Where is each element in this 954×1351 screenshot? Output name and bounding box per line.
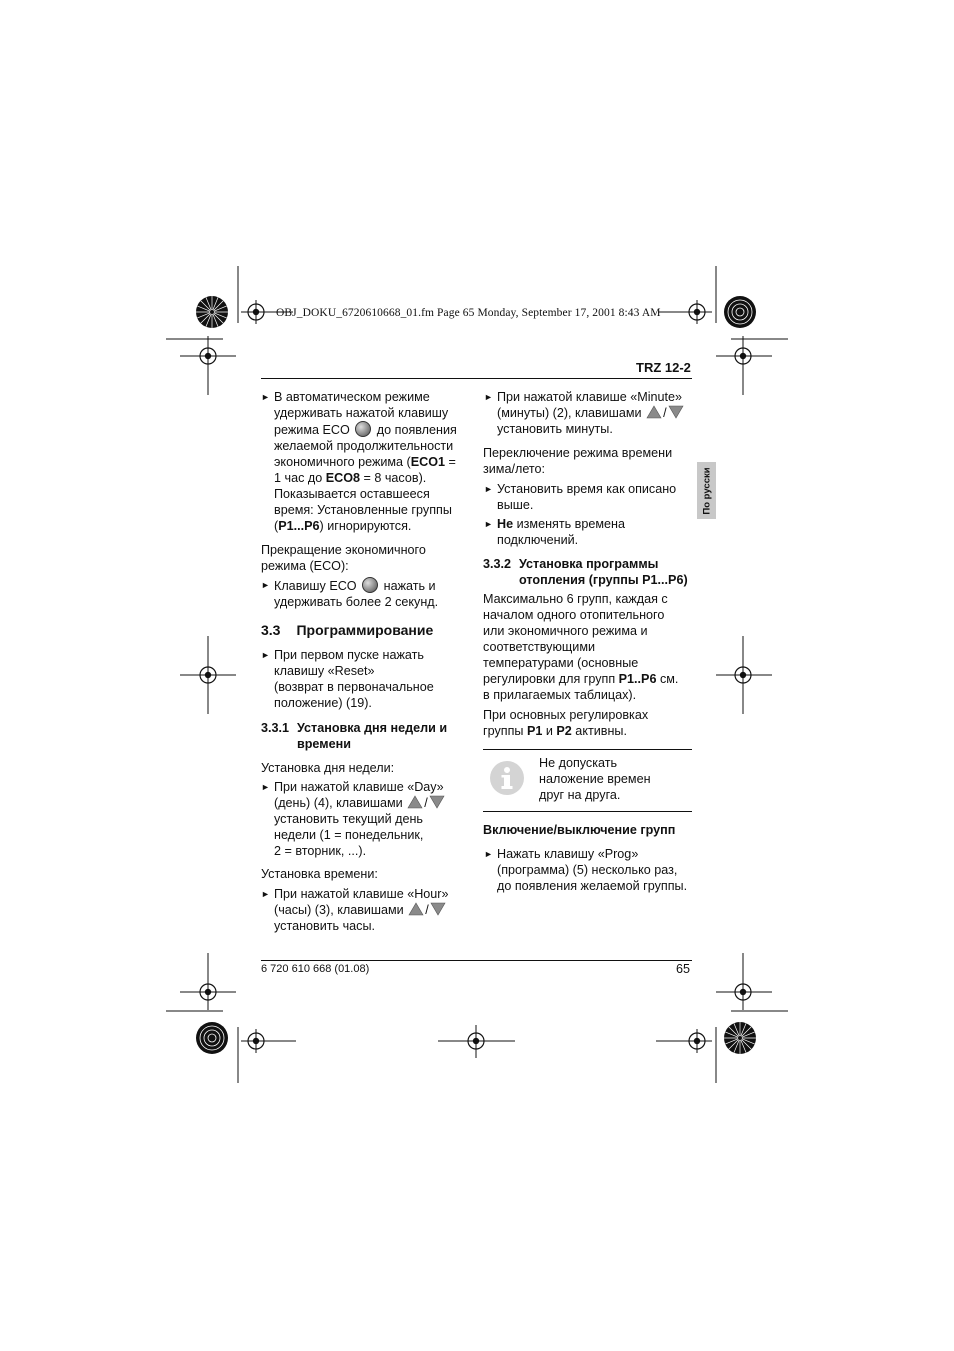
page-number: 65 <box>676 962 691 976</box>
down-arrow-icon <box>430 902 446 916</box>
list-item-reset: ► При первом пуске нажать клавишу «Reset» (возврат в первоначальное положение) (19). <box>261 648 434 710</box>
down-arrow-icon <box>429 795 445 809</box>
language-tab: По русски <box>697 462 716 519</box>
file-header: OBJ_DOKU_6720610668_01.fm Page 65 Monday, September 17, 2001 8:43 AM <box>276 307 661 319</box>
section-heading-3-3-1: 3.3.1 Установка дня недели и времени <box>261 721 448 751</box>
up-arrow-icon <box>407 795 423 809</box>
paragraph-day-setting: Установка дня недели: <box>261 761 395 775</box>
list-item-prog: ► Нажать клавишу «Prog» (программа) (5) несколько раз, до появления желаемой группы. <box>484 847 688 893</box>
header-rule <box>261 378 692 379</box>
model-title: TRZ 12-2 <box>636 360 691 375</box>
list-item-set-time: ► Установить время как описано выше. <box>484 482 677 512</box>
list-item-day: ► При нажатой клавише «Day» (день) (4), клавишами / установить текущий день недели (1 = понедельник, 2 = вторник, ...). <box>261 780 444 858</box>
list-item-hour: ► При нажатой клавише «Hour» (часы) (3), клавишами / установить часы. <box>261 887 449 933</box>
info-icon <box>489 760 525 796</box>
paragraph-eco-stop: Прекращение экономичного режима (ECO): <box>261 543 426 573</box>
note-text: Не допускать наложение времен друг на друга. <box>539 756 651 802</box>
up-arrow-icon <box>408 902 424 916</box>
paragraph-summer-winter: Переключение режима времени зима/лето: <box>483 446 673 476</box>
list-item-eco-hold: ► В автоматическом режиме удерживать нажатой клавишу режима ECO до появления желаемой продолжительности экономичного режима (ECO1 = 1 час до ECO8 = 8 часов). Показывается оставшееся время: Установленные группы (P1...P6) игнорируются. <box>261 390 457 533</box>
eco-button-icon <box>355 421 371 437</box>
section-heading-3-3: 3.3 Программирование <box>261 622 434 638</box>
paragraph-active-groups: При основных регулировках группы P1 и P2 активны. <box>483 708 649 738</box>
section-heading-3-3-2: 3.3.2 Установка программы отопления (группы P1...P6) <box>483 557 688 587</box>
list-item-eco-press: ► Клавишу ECO нажать и удерживать более 2 секунд. <box>261 579 439 609</box>
paragraph-groups-max: Максимально 6 групп, каждая с началом одного отопительного или экономичного режима и соответствующими температурами (основные регулировки для групп P1..P6 см. в прилагаемых таблицах). <box>483 592 679 702</box>
up-arrow-icon <box>646 405 662 419</box>
note-bottom-rule <box>483 811 692 812</box>
footer-rule <box>261 960 692 961</box>
down-arrow-icon <box>668 405 684 419</box>
paragraph-time-setting: Установка времени: <box>261 867 378 881</box>
eco-button-icon <box>362 577 378 593</box>
list-item-no-change: ► Не изменять времена подключений. <box>484 517 626 547</box>
heading-groups-toggle: Включение/выключение групп <box>483 823 676 837</box>
note-top-rule <box>483 749 692 750</box>
doc-number: 6 720 610 668 (01.08) <box>261 963 370 975</box>
list-item-minute: ► При нажатой клавише «Minute» (минуты) (2), клавишами / установить минуты. <box>484 390 683 436</box>
